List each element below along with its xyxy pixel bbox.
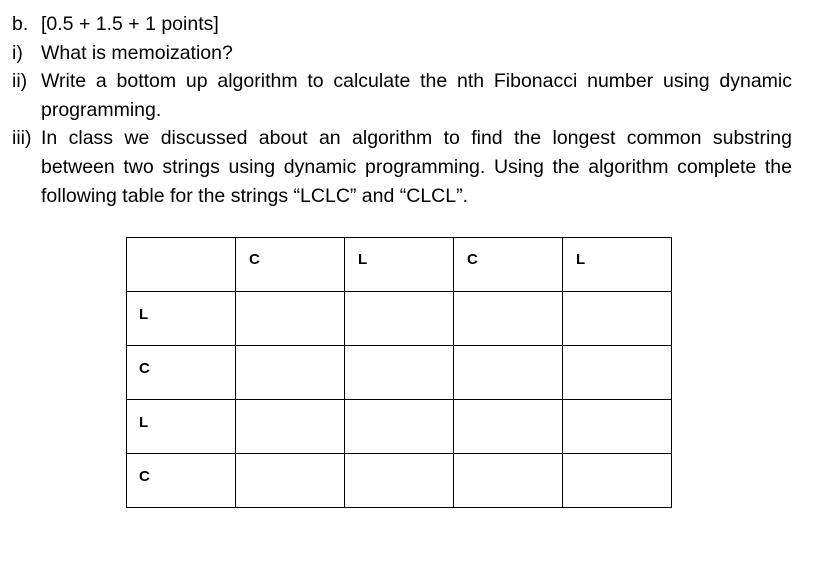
table-row <box>127 346 672 400</box>
table-cell[interactable] <box>236 400 345 454</box>
table-cell[interactable] <box>345 292 454 346</box>
table-cell[interactable] <box>454 400 563 454</box>
table-cell[interactable] <box>563 292 672 346</box>
table-cell[interactable] <box>454 454 563 508</box>
table-cell[interactable] <box>345 454 454 508</box>
row-header-label: L <box>139 414 149 431</box>
part-marker: iii) <box>12 127 32 150</box>
table-row <box>127 400 672 454</box>
column-header-label: C <box>467 251 478 268</box>
question-points: [0.5 + 1.5 + 1 points] <box>41 13 219 35</box>
part-text: In class we discussed about an algorithm to find the longest common substring between two strings using dynamic programming. Using the algorithm complete the following table for the strings “LCLC” and “CLCL”. <box>41 127 792 207</box>
column-header-label: L <box>358 251 368 268</box>
question-part-iii <box>12 124 792 210</box>
table-header-row <box>127 238 672 292</box>
column-header <box>563 238 672 292</box>
table-cell[interactable] <box>563 454 672 508</box>
question-marker: b. <box>12 13 29 35</box>
table-row <box>127 292 672 346</box>
part-marker: ii) <box>12 70 28 93</box>
row-header <box>127 400 236 454</box>
row-header-label: C <box>139 360 150 377</box>
row-header <box>127 346 236 400</box>
part-text: Write a bottom up algorithm to calculate the nth Fibonacci number using dynamic programming. <box>41 70 792 121</box>
column-header <box>454 238 563 292</box>
table-cell[interactable] <box>236 292 345 346</box>
table-cell[interactable] <box>236 346 345 400</box>
table-corner-cell <box>127 238 236 292</box>
question-part-ii <box>12 67 792 124</box>
part-text: What is memoization? <box>41 41 233 64</box>
column-header-label: C <box>249 251 260 268</box>
part-marker: i) <box>12 41 23 64</box>
column-header <box>236 238 345 292</box>
row-header <box>127 454 236 508</box>
table-row <box>127 454 672 508</box>
row-header-label: L <box>139 306 149 323</box>
question-part-i <box>12 39 792 68</box>
row-header-label: C <box>139 468 150 485</box>
row-header <box>127 292 236 346</box>
column-header <box>345 238 454 292</box>
table-cell[interactable] <box>236 454 345 508</box>
question-block <box>12 10 792 210</box>
table-cell[interactable] <box>563 400 672 454</box>
column-header-label: L <box>576 251 586 268</box>
lcs-table <box>126 237 672 508</box>
question-header <box>12 10 792 39</box>
table-cell[interactable] <box>454 292 563 346</box>
table-cell[interactable] <box>454 346 563 400</box>
table-cell[interactable] <box>345 400 454 454</box>
table-cell[interactable] <box>563 346 672 400</box>
table-cell[interactable] <box>345 346 454 400</box>
